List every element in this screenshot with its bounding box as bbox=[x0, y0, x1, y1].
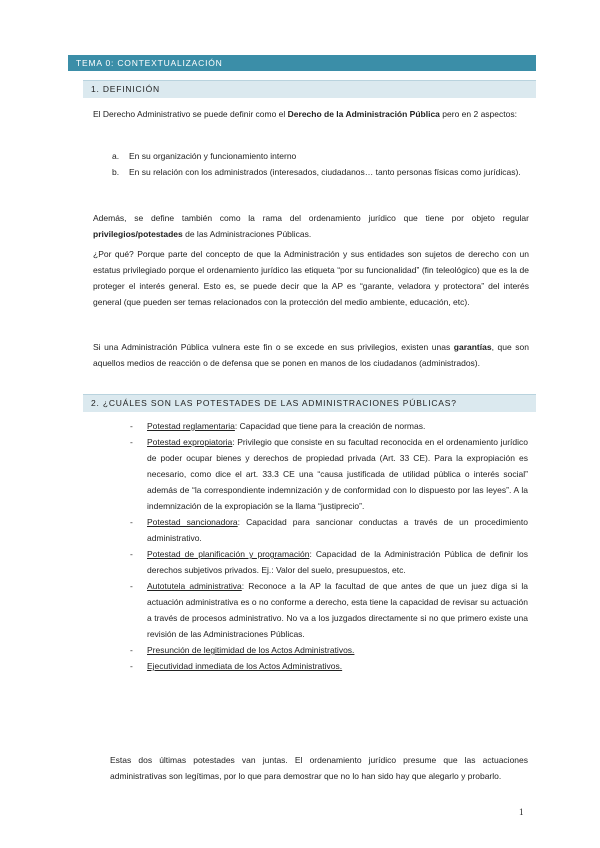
list-marker: b. bbox=[112, 167, 120, 177]
paragraph-text: Además, se define también como la rama del ordenamiento jurídico que tiene por objeto regular bbox=[93, 213, 529, 223]
paragraph-text: pero en 2 aspectos: bbox=[439, 109, 517, 119]
list-marker: a. bbox=[112, 151, 120, 161]
page-number: 1 bbox=[519, 807, 524, 817]
underlined-term: Potestad expropiatoria bbox=[147, 437, 233, 447]
list-item-text bbox=[147, 642, 528, 658]
list-item-text: Potestad reglamentaria: Capacidad que tiene para la creación de normas. bbox=[147, 421, 426, 431]
list-item bbox=[112, 148, 530, 164]
underlined-term: Presunción de legitimidad de los Actos Administrativos. bbox=[147, 645, 355, 655]
list-item bbox=[130, 578, 528, 642]
bold-term: Derecho de la Administración Pública bbox=[287, 109, 440, 119]
paragraph-text: El Derecho Administrativo se puede definir como el bbox=[93, 109, 288, 119]
paragraph-text: , que son aquellos medios de reacción o de defensa que se ponen en manos de los ciudadanos (administrados). bbox=[93, 342, 529, 368]
list-item-text: En su relación con los administrados (interesados, ciudadanos… tanto personas físicas como jurídicas). bbox=[129, 167, 521, 177]
list-item bbox=[130, 514, 528, 546]
aspects-list bbox=[112, 148, 530, 180]
list-marker: - bbox=[130, 421, 133, 431]
list-marker: - bbox=[130, 437, 133, 447]
underlined-term: Potestad reglamentaria bbox=[147, 421, 235, 431]
list-item bbox=[130, 418, 528, 434]
list-marker: - bbox=[130, 581, 133, 591]
list-item bbox=[130, 546, 528, 578]
underlined-term: Ejecutividad inmediata de los Actos Administrativos. bbox=[147, 661, 343, 671]
paragraph-potestades bbox=[93, 210, 529, 242]
list-marker: - bbox=[130, 549, 133, 559]
list-item-text: Potestad de planificación y programación: Capacidad de la Administración Pública de definir los derechos subjetivos privados. Ej.: Valor del suelo, presupuestos, etc. bbox=[147, 549, 528, 575]
list-marker: - bbox=[130, 517, 133, 527]
list-item bbox=[130, 642, 528, 658]
list-item-text: En su organización y funcionamiento interno bbox=[129, 151, 297, 161]
list-item bbox=[130, 658, 528, 674]
bold-term: garantías bbox=[453, 342, 492, 352]
underlined-term: Autotutela administrativa bbox=[147, 581, 242, 591]
underlined-term: Potestad de planificación y programación bbox=[147, 549, 310, 559]
paragraph-conclusion: Estas dos últimas potestades van juntas. El ordenamiento jurídico presume que las actuaciones administrativas son legítimas, por lo que para demostrar que no lo han sido hay que alegarlo y probarlo. bbox=[110, 755, 528, 781]
chapter-banner: TEMA 0: CONTEXTUALIZACIÓN bbox=[68, 55, 536, 71]
list-marker: - bbox=[130, 645, 133, 655]
list-item bbox=[112, 164, 530, 180]
paragraph-garantias bbox=[93, 339, 529, 371]
list-item-text: Autotutela administrativa: Reconoce a la AP la facultad de que antes de que un juez diga si la actuación administrativa es o no conforme a derecho, esta tiene la capacidad de revisar su actuación a través de procesos administrativo. No va a los juzgados directamente si no que primero existe una revisión de las Administraciones Públicas. bbox=[147, 581, 528, 639]
list-marker: - bbox=[130, 661, 133, 671]
potestades-list bbox=[130, 418, 528, 674]
paragraph-text: Si una Administración Pública vulnera este fin o se excede en sus privilegios, existen unas bbox=[93, 342, 454, 352]
underlined-term: Potestad sancionadora bbox=[147, 517, 238, 527]
list-item-text bbox=[147, 658, 528, 674]
list-item bbox=[130, 434, 528, 514]
paragraph-text: de las Administraciones Públicas. bbox=[182, 229, 312, 239]
list-item-text: Potestad sancionadora: Capacidad para sancionar conductas a través de un procedimiento administrativo. bbox=[147, 517, 529, 543]
paragraph-why: ¿Por qué? Porque parte del concepto de que la Administración y sus entidades son sujetos de derecho con un estatus privilegiado porque el ordenamiento jurídico las etiqueta “por su funcionalidad” (fin teleológico) que es la de proteger el interés general. Esto es, se puede decir que la AP es “garante, veladora y protectora” del interés general (que pueden ser temas relacionados con la protección del medio ambiente, educación, etc). bbox=[93, 249, 529, 307]
section-heading-definicion: 1. DEFINICIÓN bbox=[83, 80, 536, 98]
section-heading-potestades: 2. ¿CUÁLES SON LAS POTESTADES DE LAS ADMINISTRACIONES PÚBLICAS? bbox=[83, 394, 536, 412]
paragraph-definition bbox=[93, 106, 529, 122]
bold-term: privilegios/potestades bbox=[93, 229, 183, 239]
list-item-text: Potestad expropiatoria: Privilegio que consiste en su facultad reconocida en el ordenamiento jurídico de poder ocupar bienes y derechos de propiedad privada (Art. 33 CE). Para la expropiación es necesario, como dice el art. 33.3 CE una “causa justificada de utilidad pública o interés social” además de “la correspondiente indemnización y de conformidad con lo dispuesto por las leyes”. A la indemnización de la expropiación se la llama “justiprecio”. bbox=[147, 437, 528, 511]
